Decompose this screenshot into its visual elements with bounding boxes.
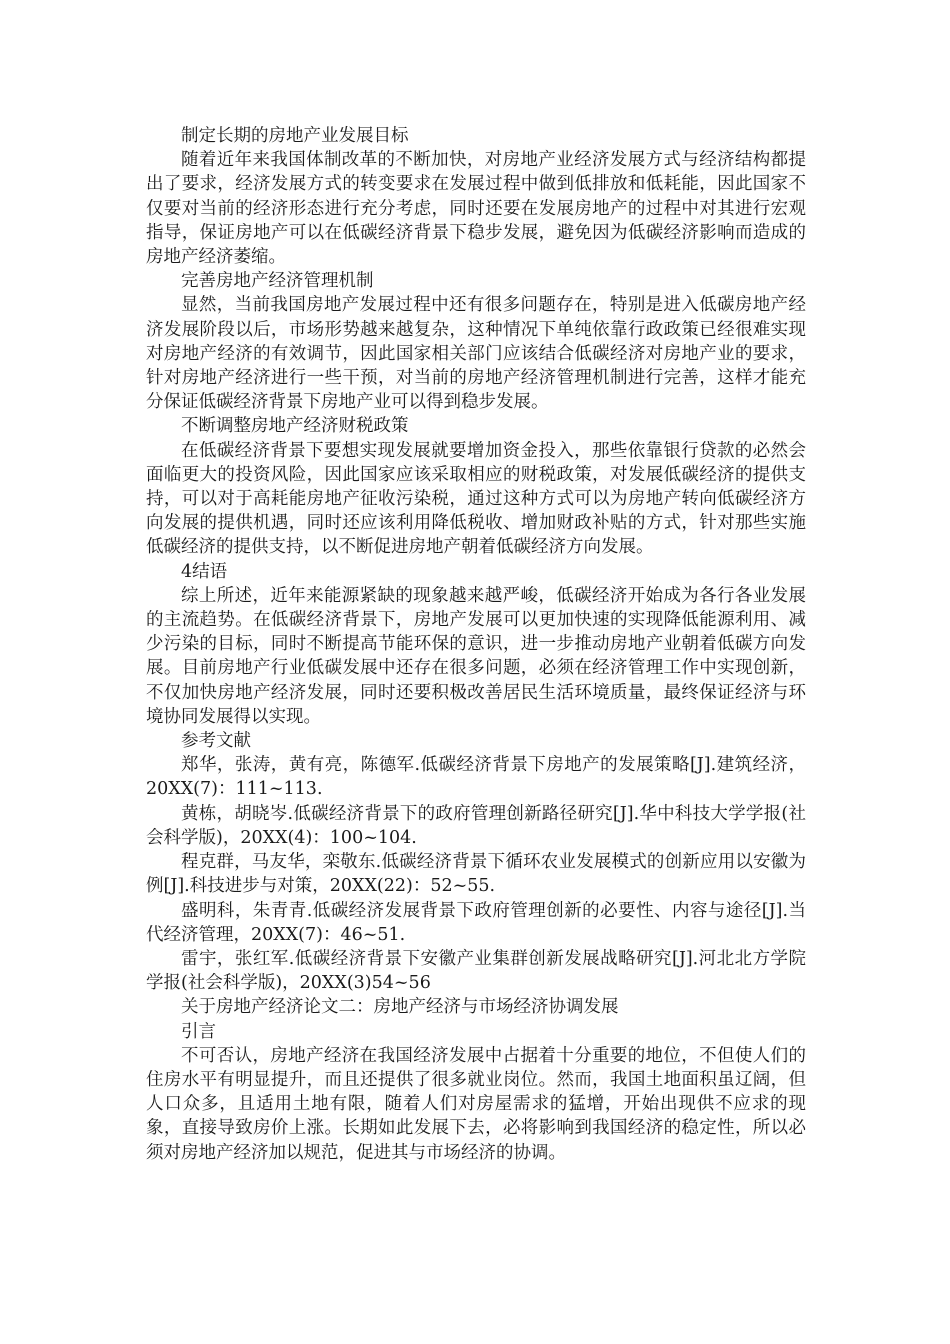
reference-item-3: 程克群，马友华，栾敬东.低碳经济背景下循环农业发展模式的创新应用以安徽为例[J].科技进步与对策，20XX(22)：52~55. xyxy=(146,852,806,897)
reference-item-5: 雷宇，张红军.低碳经济背景下安徽产业集群创新发展战略研究[J].河北北方学院学报(社会科学版)，20XX(3)54~56 xyxy=(146,948,806,994)
section-heading-introduction: 引言 xyxy=(181,1021,216,1042)
paragraph-introduction: 不可否认，房地产经济在我国经济发展中占据着十分重要的地位，不但使人们的住房水平有明显提升，而且还提供了很多就业岗位。然而，我国土地面积虽辽阔，但人口众多，且适用土地有限，随着人们对房屋需求的猛增，开始出现供不应求的现象，直接导致房价上涨。长期如此发展下去，必将影响到我国经济的稳定性，所以必须对房地产经济加以规范，促进其与市场经济的协调。 xyxy=(146,1045,806,1163)
reference-item-4: 盛明科，朱青青.低碳经济发展背景下政府管理创新的必要性、内容与途径[J].当代经济管理，20XX(7)：46~51. xyxy=(146,900,806,945)
document-body xyxy=(146,124,806,1165)
reference-item-2: 黄栋，胡晓岑.低碳经济背景下的政府管理创新路径研究[J].华中科技大学学报(社会科学版)，20XX(4)：100~104. xyxy=(146,803,806,848)
section-heading-management-mechanism: 完善房地产经济管理机制 xyxy=(181,271,374,292)
paragraph-fiscal-policy: 在低碳经济背景下要想实现发展就要增加资金投入，那些依靠银行贷款的必然会面临更大的投资风险，因此国家应该采取相应的财税政策，对发展低碳经济的提供支持，可以对于高耗能房地产征收污染税，通过这种方式可以为房地产转向低碳经济方向发展的提供机遇，同时还应该利用降低税收、增加财政补贴的方式，针对那些实施低碳经济的提供支持，以不断促进房地产朝着低碳经济方向发展。 xyxy=(146,440,806,558)
section-heading-long-term-goal: 制定长期的房地产业发展目标 xyxy=(181,126,409,146)
section-heading-conclusion: 4结语 xyxy=(181,561,228,582)
reference-item-1: 郑华，张涛，黄有亮，陈德军.低碳经济背景下房地产的发展策略[J].建筑经济，20XX(7)：111~113. xyxy=(146,755,806,800)
paragraph-long-term-goal: 随着近年来我国体制改革的不断加快，对房地产业经济发展方式与经济结构都提出了要求，经济发展方式的转变要求在发展过程中做到低排放和低耗能，因此国家不仅要对当前的经济形态进行充分考虑，同时还要在发展房地产的过程中对其进行宏观指导，保证房地产可以在低碳经济背景下稳步发展，避免因为低碳经济影响而造成的房地产经济萎缩。 xyxy=(146,150,806,268)
paragraph-conclusion: 综上所述，近年来能源紧缺的现象越来越严峻，低碳经济开始成为各行各业发展的主流趋势。在低碳经济背景下，房地产发展可以更加快速的实现降低能源利用、减少污染的目标，同时不断提高节能环保的意识，进一步推动房地产业朝着低碳方向发展。目前房地产行业低碳发展中还存在很多问题，必须在经济管理工作中实现创新，不仅加快房地产经济发展，同时还要积极改善居民生活环境质量，最终保证经济与环境协同发展得以实现。 xyxy=(146,585,806,727)
section-heading-references: 参考文献 xyxy=(181,731,251,752)
article-two-title: 关于房地产经济论文二：房地产经济与市场经济协调发展 xyxy=(181,997,619,1018)
section-heading-fiscal-policy: 不断调整房地产经济财税政策 xyxy=(181,416,409,437)
paragraph-management-mechanism: 显然，当前我国房地产发展过程中还有很多问题存在，特别是进入低碳房地产经济发展阶段以后，市场形势越来越复杂，这种情况下单纯依靠行政政策已经很难实现对房地产经济的有效调节，因此国家相关部门应该结合低碳经济对房地产业的要求，针对房地产经济进行一些干预，对当前的房地产经济管理机制进行完善，这样才能充分保证低碳经济背景下房地产业可以得到稳步发展。 xyxy=(146,295,806,413)
